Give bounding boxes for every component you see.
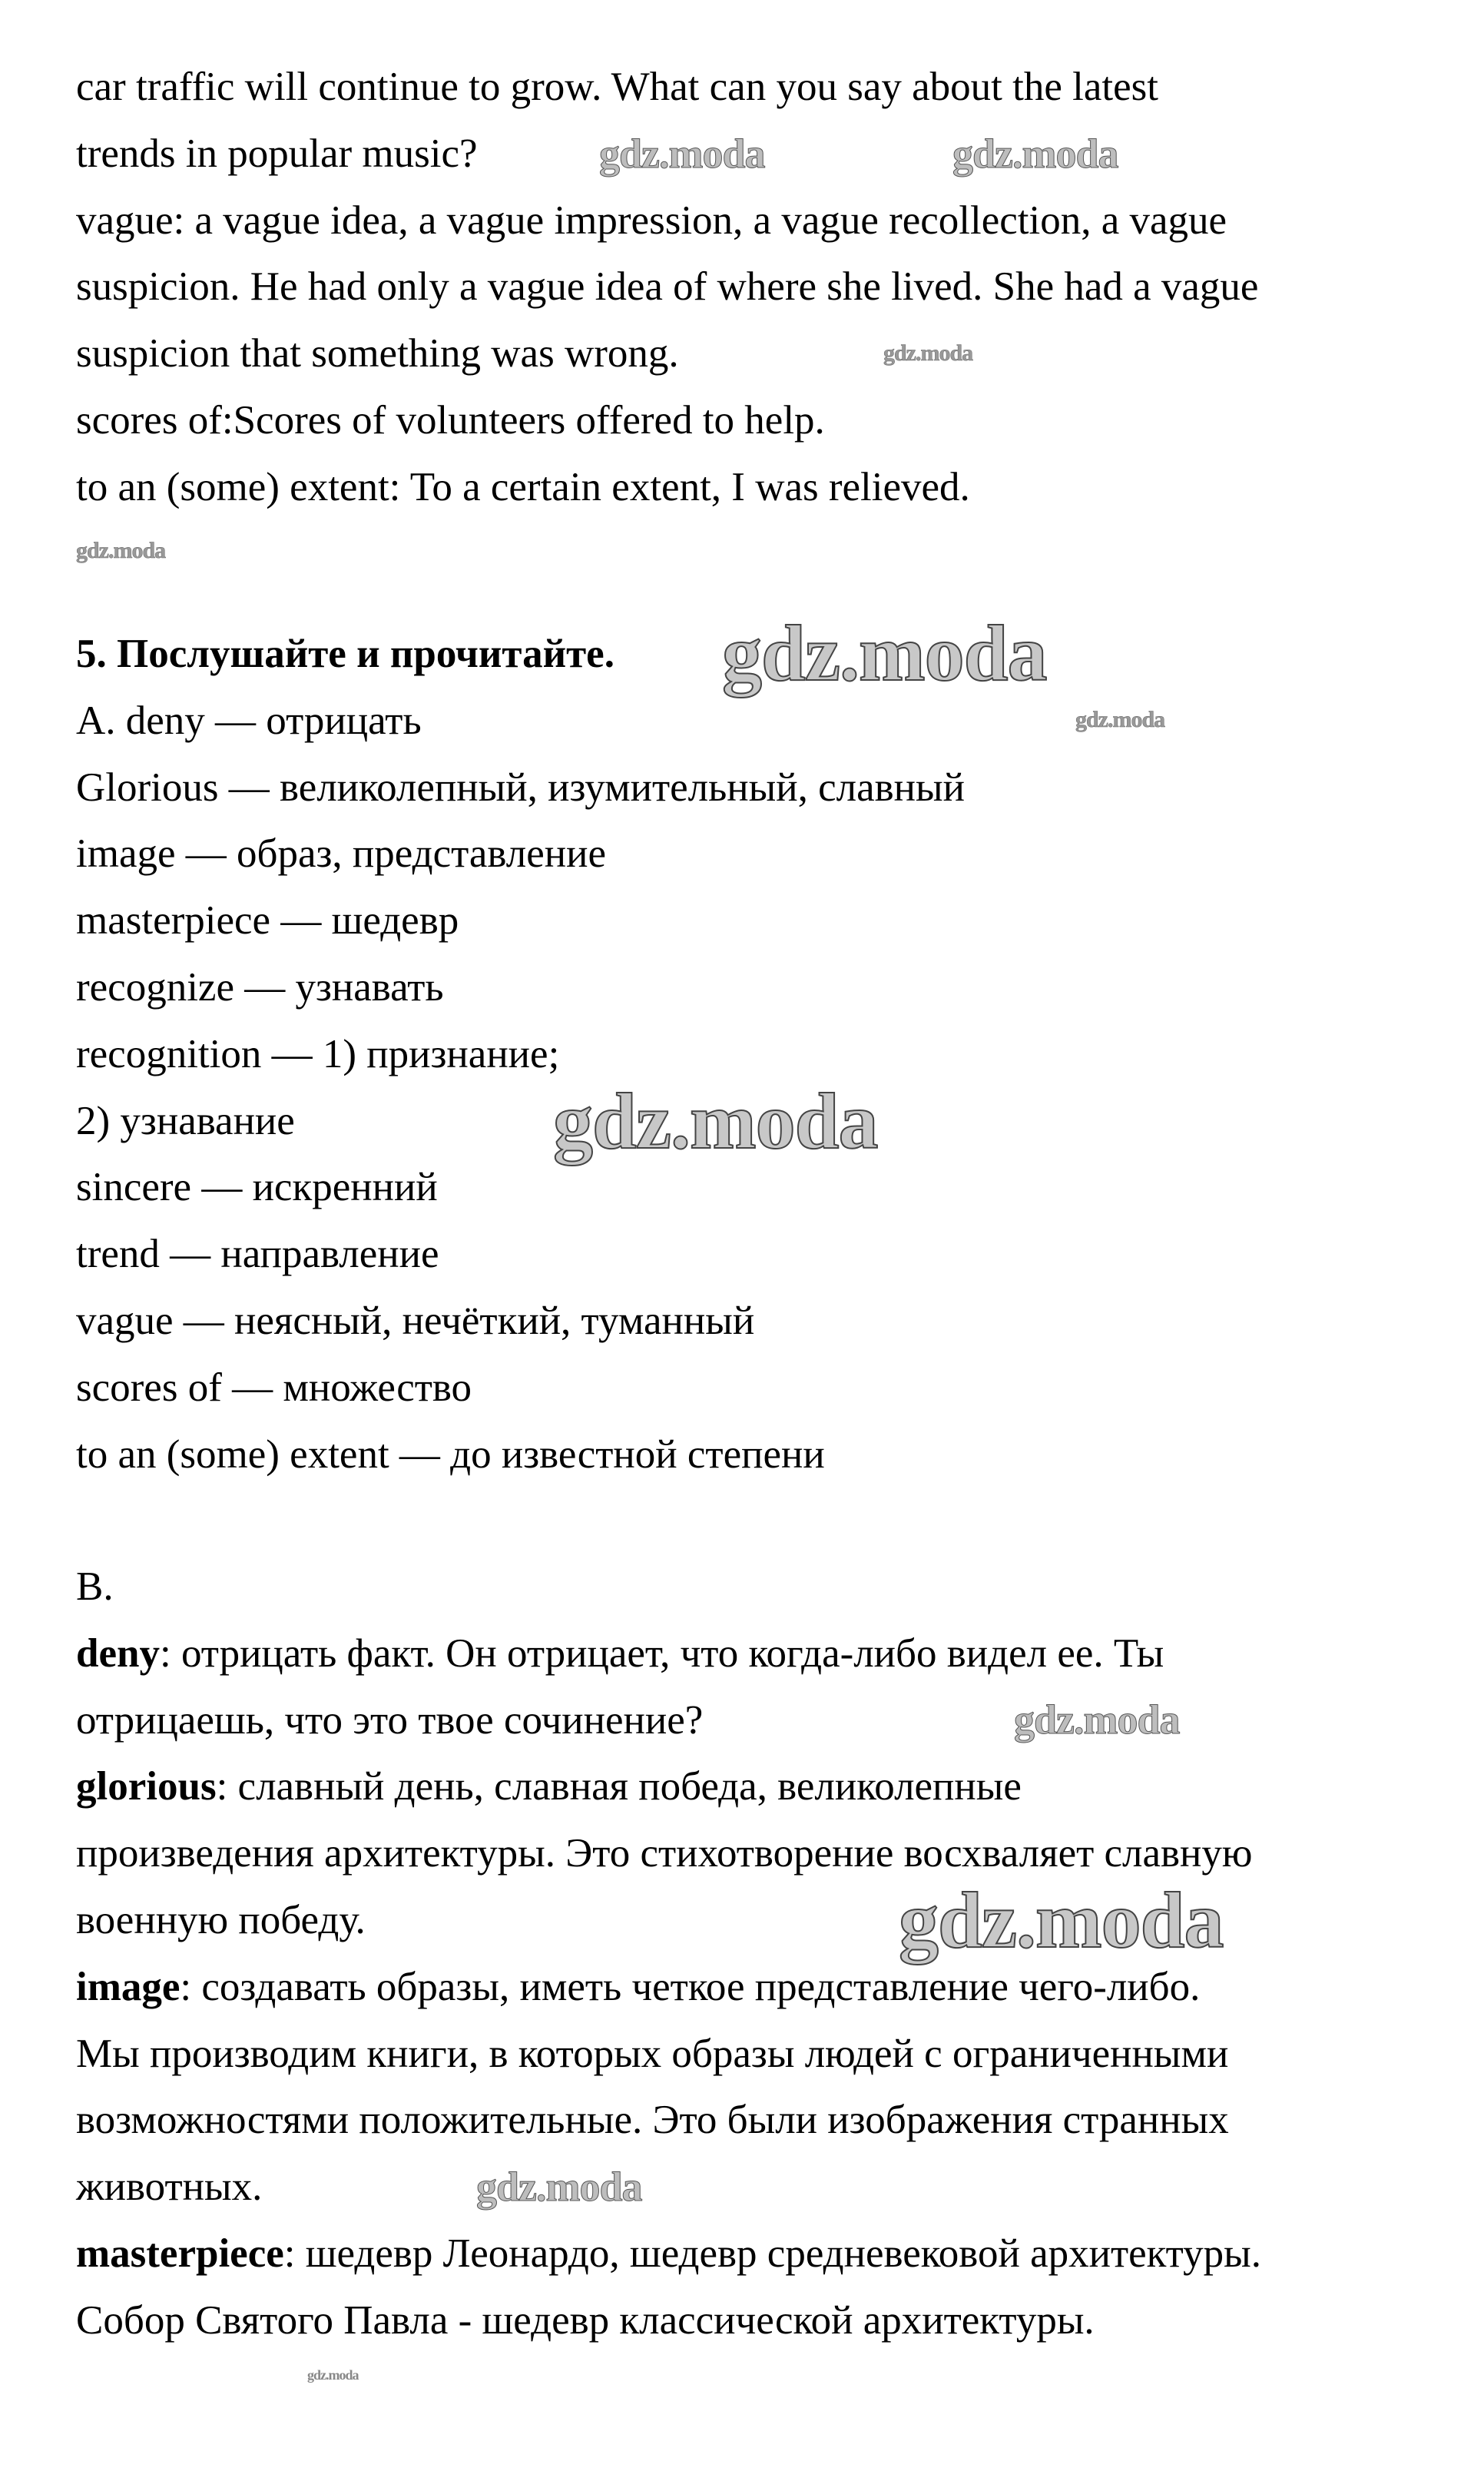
watermark: gdz.moda: [599, 131, 765, 177]
vocab-item: vague — неясный, нечёткий, туманный: [76, 1298, 755, 1343]
vocab-item: Glorious — великолепный, изумительный, славный: [76, 765, 965, 810]
example-line: [76, 1687, 703, 1754]
example-text: Мы производим книги, в которых образы людей с ограниченными: [76, 2031, 1229, 2076]
text-line: trends in popular music?: [76, 131, 478, 176]
example-line: [76, 2287, 1095, 2354]
vocab-item: 2) узнавание: [76, 1098, 295, 1143]
example-text: Собор Святого Павла - шедевр классической архитектуры.: [76, 2297, 1095, 2343]
text-line: scores of:Scores of volunteers offered to help.: [76, 397, 825, 443]
example-text: : славный день, славная победа, великолепные: [216, 1764, 1022, 1809]
example-text: животных.: [76, 2164, 263, 2210]
example-line: [76, 2154, 262, 2221]
watermark: gdz.moda: [952, 131, 1118, 177]
term: deny: [76, 1630, 160, 1676]
text-line: vague: a vague idea, a vague impression, a vague recollection, a vague: [76, 197, 1227, 243]
example-line: [76, 2021, 1228, 2088]
text-line: to an (some) extent: To a certain extent, I was relieved.: [76, 464, 970, 509]
text-line: suspicion that something was wrong.: [76, 331, 679, 376]
watermark: gdz.moda: [307, 2367, 359, 2383]
top-text-block: [76, 54, 1453, 521]
vocab-item: recognize — узнавать: [76, 964, 444, 1010]
exercise-5-part-a: [76, 609, 1453, 1488]
example-line: [76, 1753, 1022, 1820]
watermark: gdz.moda: [76, 538, 166, 563]
vocab-item: A. deny — отрицать: [76, 698, 422, 743]
vocab-item: trend — направление: [76, 1232, 439, 1277]
vocab-item: to an (some) extent — до известной степени: [76, 1431, 825, 1477]
example-line: [76, 2087, 1229, 2154]
term: image: [76, 1964, 181, 2009]
example-text: отрицаешь, что это твое сочинение?: [76, 1697, 704, 1743]
vocab-item: recognition — 1) признание;: [76, 1031, 560, 1076]
term: masterpiece: [76, 2231, 284, 2276]
part-b-label: B.: [76, 1564, 114, 1609]
example-text: произведения архитектуры. Это стихотворение восхваляет славную: [76, 1831, 1253, 1876]
exercise-5-part-b: [76, 1554, 1453, 2354]
example-line: [76, 1887, 366, 1954]
text-line: car traffic will continue to grow. What can you say about the latest: [76, 65, 1158, 109]
watermark: gdz.moda: [883, 340, 973, 366]
example-text: военную победу.: [76, 1897, 366, 1942]
watermark: gdz.moda: [1014, 1697, 1180, 1743]
watermark: gdz.moda: [553, 1077, 878, 1166]
vocab-item: masterpiece — шедевр: [76, 898, 459, 944]
example-text: возможностями положительные. Это были изображения странных: [76, 2098, 1229, 2143]
example-line: [76, 1620, 1164, 1687]
vocab-item: sincere — искренний: [76, 1165, 438, 1210]
vocab-item: image — образ, представление: [76, 831, 606, 877]
watermark: gdz.moda: [899, 1876, 1224, 1965]
watermark: gdz.moda: [1075, 707, 1165, 732]
watermark: gdz.moda: [476, 2164, 642, 2210]
exercise-heading: 5. Послушайте и прочитайте.: [76, 632, 614, 676]
example-text: : отрицать факт. Он отрицает, что когда-либо видел ее. Ты: [159, 1630, 1164, 1676]
example-text: : шедевр Леонардо, шедевр средневековой архитектуры.: [283, 2231, 1262, 2276]
example-text: : создавать образы, иметь четкое представление чего-либо.: [180, 1964, 1201, 2009]
example-line: [76, 2221, 1261, 2287]
text-line: suspicion. He had only a vague idea of where she lived. She had a vague: [76, 264, 1259, 310]
watermark: gdz.moda: [722, 609, 1047, 698]
vocab-item: scores of — множество: [76, 1365, 472, 1410]
term: glorious: [76, 1764, 217, 1809]
